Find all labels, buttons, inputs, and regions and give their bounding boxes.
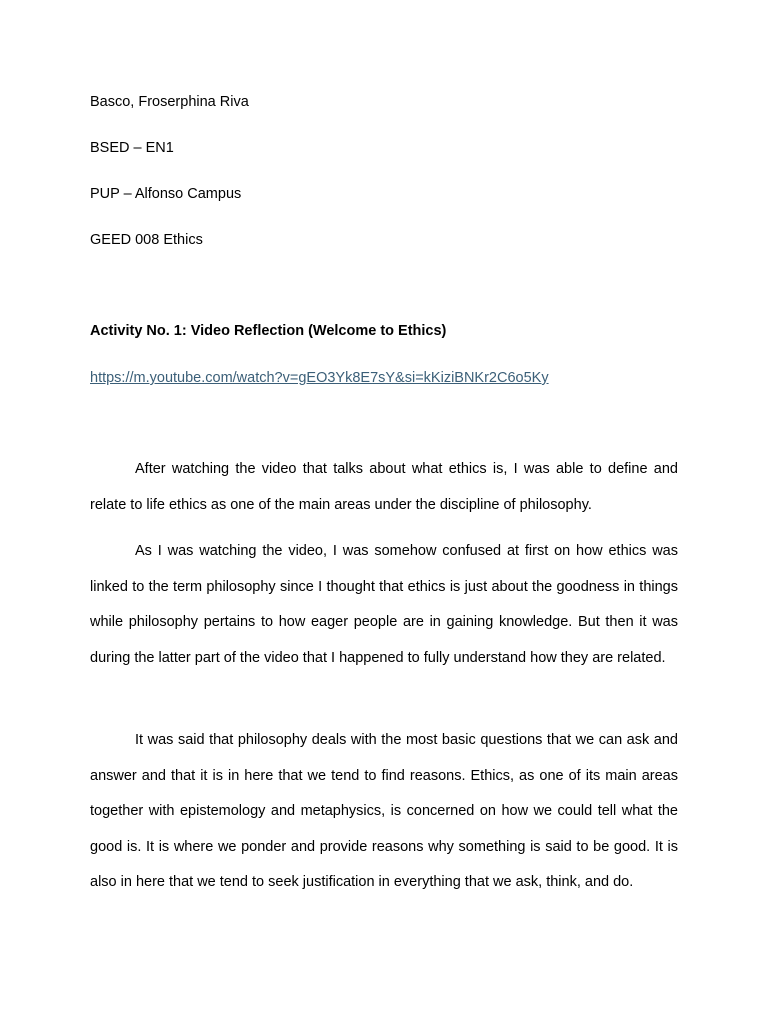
- video-link[interactable]: https://m.youtube.com/watch?v=gEO3Yk8E7sY&si=kKiziBNKr2C6o5Ky: [90, 370, 549, 386]
- student-name: Basco, Froserphina Riva: [90, 94, 249, 110]
- paragraph-3: It was said that philosophy deals with the most basic questions that we can ask and answer and that it is in here that we tend to find reasons. Ethics, as one of its main areas together with epistemology and metaphysics, is concerned on how we could tell what the good is. It is where we ponder and provide reasons why something is said to be good. It is also in here that we tend to seek justification in everything that we ask, think, and do.: [90, 732, 678, 891]
- paragraph-1: After watching the video that talks about what ethics is, I was able to define and relate to life ethics as one of the main areas under the discipline of philosophy.: [90, 461, 678, 513]
- course-section: BSED – EN1: [90, 140, 174, 156]
- campus-name: PUP – Alfonso Campus: [90, 186, 242, 202]
- paragraph-2: As I was watching the video, I was somehow confused at first on how ethics was linked to the term philosophy since I thought that ethics is just about the goodness in things while philosophy pertains to how eager people are in gaining knowledge. But then it was during the latter part of the video that I happened to fully understand how they are related.: [90, 543, 678, 666]
- subject-name: GEED 008 Ethics: [90, 232, 203, 248]
- activity-title: Activity No. 1: Video Reflection (Welcome to Ethics): [90, 323, 447, 339]
